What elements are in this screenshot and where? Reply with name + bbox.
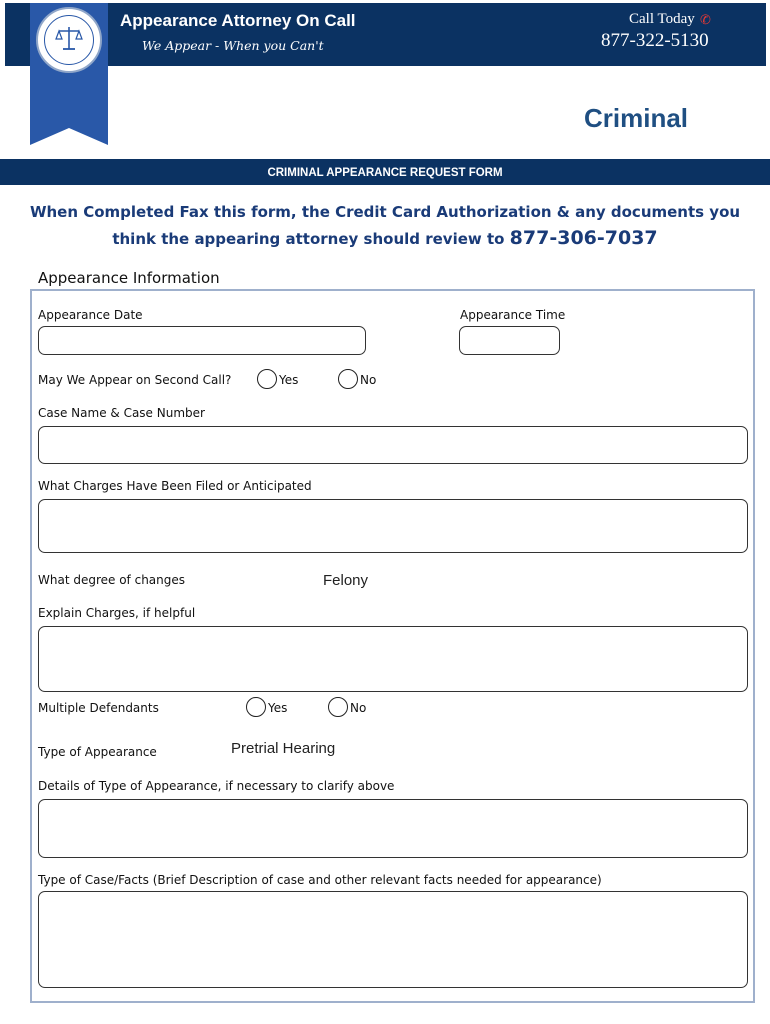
form-title-bar: CRIMINAL APPEARANCE REQUEST FORM xyxy=(0,159,770,185)
instructions-text: When Completed Fax this form, the Credit Card Authorization & any documents you think the appearing attorney should review to xyxy=(29,203,741,248)
call-phone-number: 877-322-5130 xyxy=(601,30,709,51)
case-facts-label: Type of Case/Facts (Brief Description of case and other relevant facts needed for appearance) xyxy=(38,873,602,887)
appearance-time-field[interactable] xyxy=(459,326,560,355)
charges-label: What Charges Have Been Filed or Anticipated xyxy=(38,479,312,493)
degree-value[interactable]: Felony xyxy=(323,572,369,589)
details-type-field[interactable] xyxy=(38,799,748,858)
case-facts-field[interactable] xyxy=(38,891,748,988)
second-call-label: May We Appear on Second Call? xyxy=(38,373,232,387)
multiple-defendants-yes-radio[interactable] xyxy=(246,697,266,717)
fax-instructions xyxy=(20,199,750,252)
multiple-defendants-yes-label: Yes xyxy=(268,701,288,715)
degree-label: What degree of changes xyxy=(38,573,186,587)
second-call-no-label: No xyxy=(360,373,377,387)
second-call-yes-radio[interactable] xyxy=(257,369,277,389)
appearance-date-label: Appearance Date xyxy=(38,308,143,322)
case-name-field[interactable] xyxy=(38,426,748,464)
charges-field[interactable] xyxy=(38,499,748,553)
case-name-label: Case Name & Case Number xyxy=(38,406,205,420)
appearance-date-field[interactable] xyxy=(38,326,366,355)
call-today-label: Call Today xyxy=(629,11,695,27)
page-category: Criminal xyxy=(584,103,689,133)
appearance-time-label: Appearance Time xyxy=(460,308,566,322)
details-type-label: Details of Type of Appearance, if necessary to clarify above xyxy=(38,779,395,793)
multiple-defendants-no-label: No xyxy=(350,701,367,715)
logo-seal xyxy=(36,7,102,73)
scales-of-justice-icon xyxy=(54,23,84,53)
brand-tagline: We Appear - When you Can't xyxy=(142,38,324,53)
phone-icon: ✆ xyxy=(700,12,711,27)
multiple-defendants-no-radio[interactable] xyxy=(328,697,348,717)
multiple-defendants-label: Multiple Defendants xyxy=(38,701,159,715)
brand-name: Appearance Attorney On Call xyxy=(120,11,356,30)
fax-number: 877-306-7037 xyxy=(509,227,658,249)
explain-charges-label: Explain Charges, if helpful xyxy=(38,606,196,620)
explain-charges-field[interactable] xyxy=(38,626,748,692)
type-of-appearance-label: Type of Appearance xyxy=(38,745,157,759)
second-call-yes-label: Yes xyxy=(279,373,299,387)
second-call-no-radio[interactable] xyxy=(338,369,358,389)
type-of-appearance-value[interactable]: Pretrial Hearing xyxy=(231,740,336,757)
section-title: Appearance Information xyxy=(38,269,220,287)
